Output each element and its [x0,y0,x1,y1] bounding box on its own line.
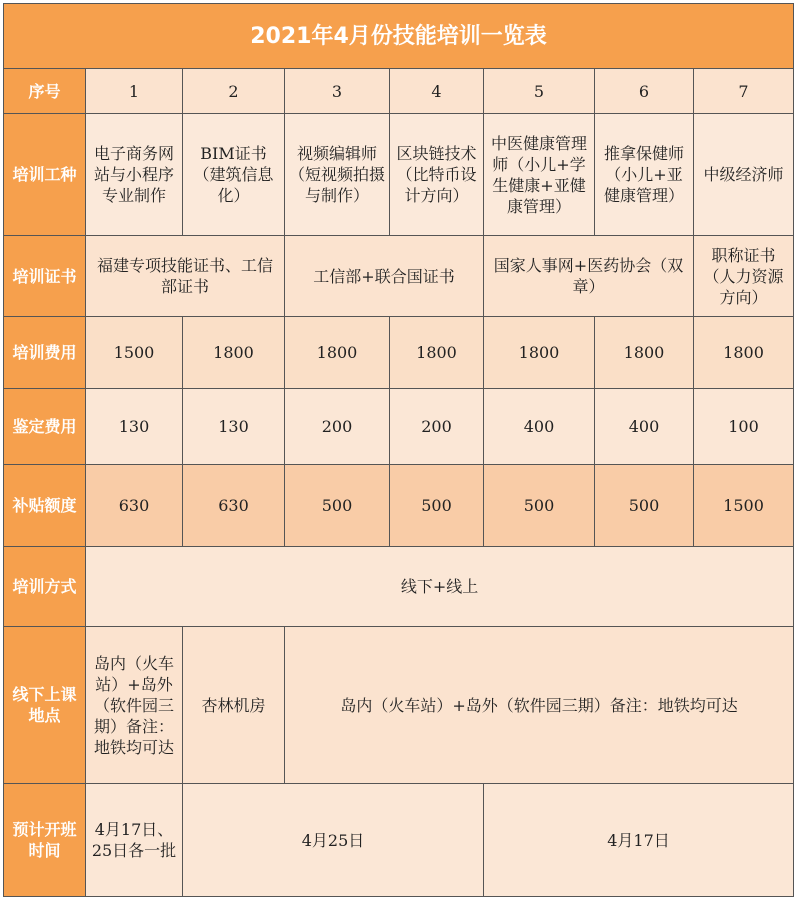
subsidy-cell: 500 [390,465,484,547]
subsidy-cell: 630 [86,465,183,547]
job-cell: 中医健康管理师（小儿+学生健康+亚健康管理） [484,114,595,236]
appraisal-cell: 130 [86,389,183,465]
subsidy-cell: 1500 [694,465,794,547]
seq-cell: 5 [484,69,595,114]
row-header-cert: 培训证书 [4,236,86,317]
start-cell: 4月17日 [484,784,794,897]
row-header-seq: 序号 [4,69,86,114]
fee-cell: 1800 [694,317,794,389]
job-cell: 推拿保健师（小儿+亚健康管理） [595,114,694,236]
job-cell: 电子商务网站与小程序专业制作 [86,114,183,236]
appraisal-cell: 130 [183,389,285,465]
seq-cell: 6 [595,69,694,114]
row-header-job: 培训工种 [4,114,86,236]
job-cell: 中级经济师 [694,114,794,236]
cert-cell: 福建专项技能证书、工信部证书 [86,236,285,317]
fee-cell: 1800 [390,317,484,389]
seq-cell: 4 [390,69,484,114]
job-cell: 视频编辑师（短视频拍摄与制作） [285,114,390,236]
fee-cell: 1800 [484,317,595,389]
seq-cell: 1 [86,69,183,114]
fee-cell: 1800 [183,317,285,389]
subsidy-cell: 500 [484,465,595,547]
subsidy-cell: 500 [285,465,390,547]
location-cell: 杏林机房 [183,627,285,784]
row-header-location: 线下上课地点 [4,627,86,784]
appraisal-cell: 400 [484,389,595,465]
cert-cell: 职称证书（人力资源方向） [694,236,794,317]
training-table [3,3,794,897]
appraisal-cell: 100 [694,389,794,465]
row-header-subsidy: 补贴额度 [4,465,86,547]
start-cell: 4月17日、25日各一批 [86,784,183,897]
appraisal-cell: 400 [595,389,694,465]
row-header-mode: 培训方式 [4,547,86,627]
location-cell: 岛内（火车站）+岛外（软件园三期）备注：地铁均可达 [285,627,794,784]
start-cell: 4月25日 [183,784,484,897]
row-header-appraisal: 鉴定费用 [4,389,86,465]
fee-cell: 1800 [285,317,390,389]
table-title: 2021年4月份技能培训一览表 [4,4,794,69]
subsidy-cell: 500 [595,465,694,547]
row-header-fee: 培训费用 [4,317,86,389]
job-cell: 区块链技术（比特币设计方向） [390,114,484,236]
appraisal-cell: 200 [285,389,390,465]
row-header-start: 预计开班时间 [4,784,86,897]
cert-cell: 工信部+联合国证书 [285,236,484,317]
seq-cell: 3 [285,69,390,114]
appraisal-cell: 200 [390,389,484,465]
fee-cell: 1500 [86,317,183,389]
fee-cell: 1800 [595,317,694,389]
job-cell: BIM证书（建筑信息化） [183,114,285,236]
subsidy-cell: 630 [183,465,285,547]
mode-cell: 线下+线上 [86,547,794,627]
seq-cell: 2 [183,69,285,114]
location-cell: 岛内（火车站）+岛外（软件园三期）备注：地铁均可达 [86,627,183,784]
cert-cell: 国家人事网+医药协会（双章） [484,236,694,317]
seq-cell: 7 [694,69,794,114]
